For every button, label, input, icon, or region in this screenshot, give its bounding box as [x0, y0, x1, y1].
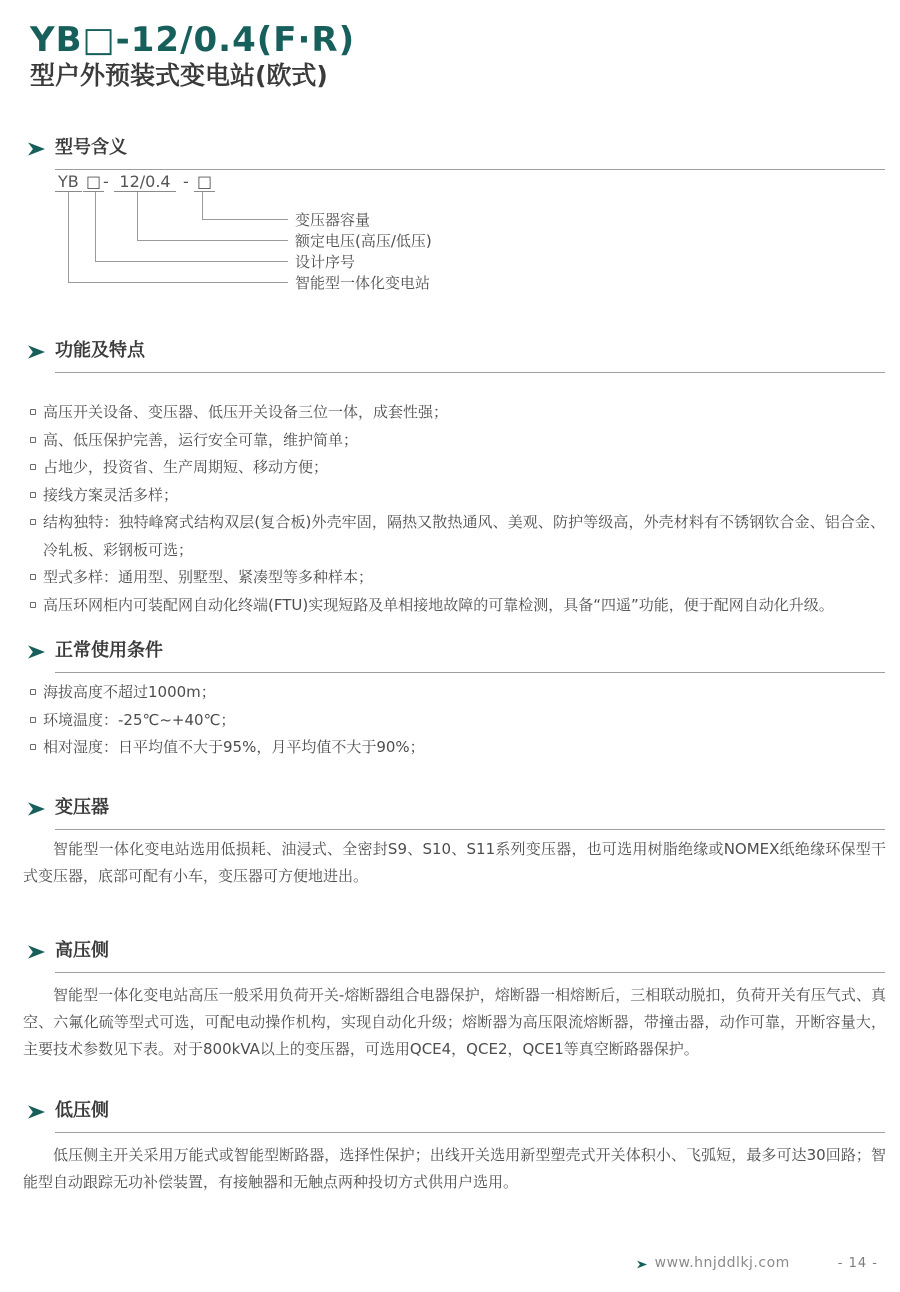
section-title-features: 功能及特点: [55, 340, 145, 361]
feature-item: [30, 482, 885, 510]
section-arrow-icon: [28, 944, 45, 963]
section-header-conditions: [28, 639, 885, 673]
section-arrow-icon: [28, 1104, 45, 1123]
model-code-dash2: -: [183, 172, 189, 191]
bullet-icon: [30, 602, 36, 608]
website-url: www.hnjddlkj.com: [654, 1255, 790, 1271]
condition-item: [30, 734, 885, 762]
section-title-conditions: 正常使用条件: [55, 640, 163, 661]
feature-item: [30, 564, 885, 592]
page-number: - 14 -: [837, 1255, 878, 1271]
diagram-label: 智能型一体化变电站: [295, 274, 431, 292]
feature-text: 高压开关设备、变压器、低压开关设备三位一体，成套性强；: [43, 403, 449, 421]
feature-item: [30, 427, 885, 455]
feature-text: 高、低压保护完善，运行安全可靠，维护简单；: [43, 430, 359, 449]
model-code-dash1: -: [103, 172, 109, 191]
bullet-icon: [30, 464, 36, 470]
feature-item: [30, 592, 885, 620]
feature-text: 结构独特：独特峰窝式结构双层(复合板)外壳牢固，隔热又散热通风、美观、防护等级高，外壳材料有不锈钢钦合金、铝合金、冷轧板、彩钢板可选；: [43, 513, 885, 559]
condition-item: [30, 679, 885, 707]
feature-text: 型式多样：通用型、别墅型、紧凑型等多种样本；: [43, 568, 374, 586]
page-subtitle: 型户外预装式变电站(欧式): [30, 61, 328, 90]
section-header-lv: [28, 1099, 885, 1133]
feature-text: 接线方案灵活多样；: [43, 485, 179, 504]
section-arrow-icon: [28, 141, 45, 160]
section-title-hv: 高压侧: [55, 939, 109, 961]
diagram-label: 设计序号: [295, 253, 356, 271]
section-arrow-icon: [28, 644, 45, 663]
bullet-icon: [30, 492, 36, 498]
diagram-label: 额定电压(高压/低压): [295, 232, 432, 250]
bullet-icon: [30, 744, 36, 750]
section-title-model: 型号含义: [55, 137, 127, 158]
feature-text: 占地少，投资省、生产周期短、移动方便；: [43, 458, 329, 476]
feature-item: [30, 454, 885, 482]
conditions-list: [30, 679, 885, 762]
condition-text: 环境温度：-25℃~+40℃；: [43, 710, 236, 729]
bullet-icon: [30, 717, 36, 723]
feature-text: 高压环网柜内可装配网自动化终端(FTU)实现短路及单相接地故障的可靠检测，具备“四遥”功能，便于配网自动化升级。: [43, 595, 834, 614]
connector-line: [68, 192, 288, 283]
transformer-paragraph: 智能型一体化变电站选用低损耗、油浸式、全密封S9、S10、S11系列变压器，也可选用树脂绝缘或NOMEX纸绝缘环保型干式变压器，底部可配有小车，变压器可方便地进出。: [23, 839, 886, 885]
bullet-icon: [30, 574, 36, 580]
lv-paragraph: 低压侧主开关采用万能式或智能型断路器，选择性保护；出线开关选用新型塑壳式开关体积小、飞弧短，最多可达30回路；智能型自动跟踪无功补偿装置，有接触器和无触点两种投切方式供用户选用。: [23, 1145, 886, 1191]
condition-text: 海拔高度不超过1000m；: [43, 683, 216, 701]
feature-item: [30, 399, 885, 427]
section-title-transformer: 变压器: [55, 796, 109, 818]
model-code-box2: □: [194, 173, 215, 192]
section-header-features: [28, 339, 885, 373]
section-arrow-icon: [28, 344, 45, 363]
bullet-icon: [30, 689, 36, 695]
features-list: [30, 399, 885, 619]
condition-item: [30, 707, 885, 735]
website-block: [637, 1253, 790, 1273]
diagram-label: 变压器容量: [295, 211, 371, 229]
hv-paragraph: 智能型一体化变电站高压一般采用负荷开关-熔断器组合电器保护，熔断器一相熔断后，三相联动脱扣，负荷开关有压气式、真空、六氟化硫等型式可选，可配电动操作机构，实现自动化升级；熔断器为高压限流熔断器，带撞击器，动作可靠，开断容量大，主要技术参数见下表。对于800kVA以上的变压器，可选用QCE4，QCE2，QCE1等真空断路器保护。: [23, 985, 886, 1058]
model-code-diagram: [0, 173, 900, 295]
section-title-lv: 低压侧: [55, 1099, 109, 1121]
section-header-hv: [28, 939, 885, 973]
section-header-transformer: [28, 796, 885, 830]
bullet-icon: [30, 437, 36, 443]
feature-item: [30, 509, 885, 564]
website-arrow-icon: [637, 1254, 647, 1273]
model-code-voltage: 12/0.4: [114, 173, 176, 192]
section-header-model: [28, 136, 885, 170]
model-code-box1: □: [83, 173, 104, 192]
page-title: YB□-12/0.4(F·R): [30, 20, 356, 60]
bullet-icon: [30, 409, 36, 415]
section-arrow-icon: [28, 801, 45, 820]
bullet-icon: [30, 519, 36, 525]
page-footer: [637, 1253, 878, 1273]
condition-text: 相对湿度：日平均值不大于95%，月平均值不大于90%；: [43, 738, 425, 756]
model-code-prefix: YB: [55, 173, 82, 192]
